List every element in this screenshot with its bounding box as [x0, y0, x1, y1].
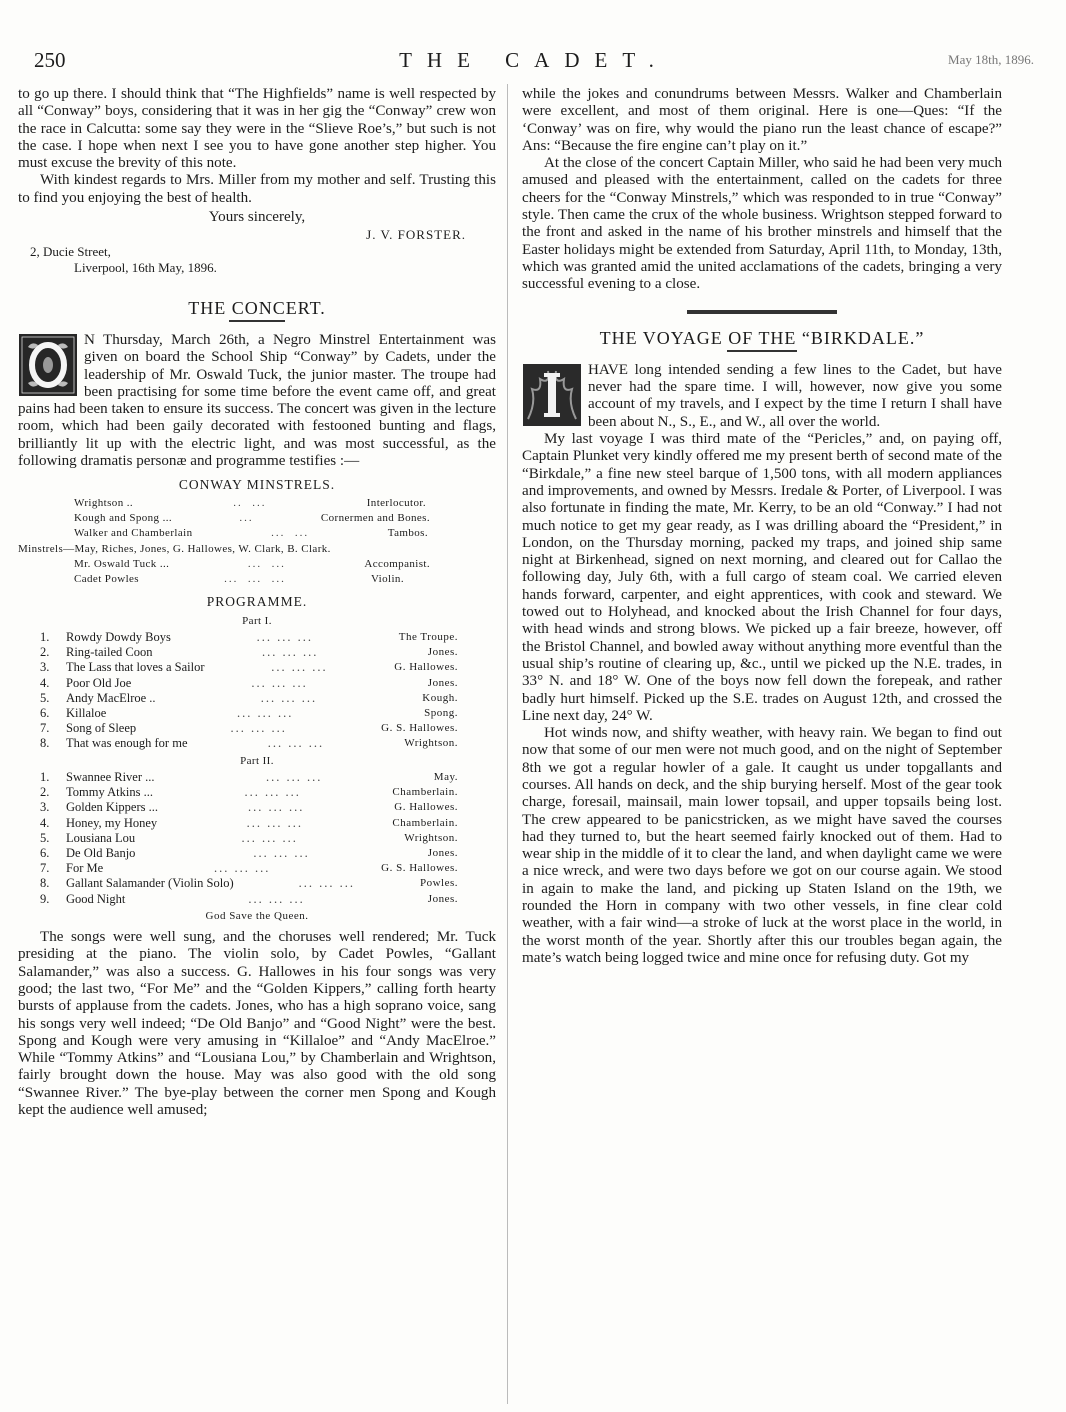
letter-paragraph: With kindest regards to Mrs. Miller from my mother and self. Trusting this to find you enjoying the best of health. [18, 172, 496, 206]
cast-row: Kough and Spong ... ... Cornermen and Bones. [74, 511, 430, 524]
voyage-intro [522, 362, 1002, 431]
song-title: For Me [66, 861, 104, 876]
performer-name: G. S. Hallowes. [381, 862, 458, 875]
leader-dots: ... ... ... [244, 785, 301, 800]
ornamental-dropcap-o [18, 333, 78, 397]
item-number: 7. [40, 861, 50, 876]
song-title: Honey, my Honey [66, 815, 158, 830]
performer-name: Kough. [422, 691, 458, 704]
song-title: That was enough for me [66, 736, 188, 751]
performer-name: Jones. [427, 846, 458, 859]
performer-name: G. Hallowes. [394, 801, 458, 814]
section-divider [687, 310, 837, 314]
leader-dots: ... ... ... [237, 706, 294, 721]
programme-row [40, 831, 458, 846]
voyage-paragraph: Hot winds now, and shifty weather, with heavy rain. We began to find out now that some of our men were not much good, and on the night of September 8th we got a regular howler of a gale. It caught us under topgallants and courses. All hands on deck, and the ship burying herself. Most of the gear took charge, foresail, mainsail, main lower topsail, and upper topsails being lost. The crew appeared to be panicstricken, as we might have saved the courses had they turned to, but the heart seemed fairly knocked out of them. Had to wear ship in the middle of it to clear the land, and when daylight came we were a nice wreck, and were two days before we got on our course again. We stood in again to make the land, and picking up Staten Island on the 19th, we rounded the Horn in company with two other vessels, in fine clear cold weather, with a fair wind—a stroke of luck at the worst place in the world, in the worst month of the year. Shortly after this our troubles began again, the mate’s watch being logged twice and mine once for refusing duty. Got my [522, 725, 1002, 966]
performer-name: Wrightson. [404, 737, 458, 750]
performer-name: G. Hallowes. [394, 661, 458, 674]
concert-intro-text: N Thursday, March 26th, a Negro Minstrel Entertainment was given on board the School Ship “Conway” by Cadets, under the leadership of Mr. Oswald Tuck, the junior master. The troupe had been practising for some time before the event came off, and great pains had been taken to ensure its success. The concert was given in the lecture room, which had been gaily decorated with festooned bunting and flags, brilliantly lit up with the electric light, and was most successful, as the following dramatis personæ and programme testifies :— [18, 331, 496, 470]
minstrels-heading: CONWAY MINSTRELS. [178, 477, 336, 493]
programme-row [40, 721, 458, 736]
performer-name: The Troupe. [398, 631, 458, 644]
item-number: 8. [40, 876, 50, 891]
cast-row: Cadet Powles ... ... ... Violin. [74, 573, 404, 586]
publication-title: THE CADET. [399, 48, 669, 72]
part-label: Part II. [240, 754, 274, 767]
song-title: Good Night [66, 891, 126, 906]
title-underline [727, 350, 797, 352]
address-line: Liverpool, 16th May, 1896. [74, 259, 217, 275]
programme-part-1 [40, 630, 458, 752]
programme-row [40, 846, 458, 861]
item-number: 4. [40, 675, 50, 690]
leader-dots: ... ... ... [248, 891, 305, 906]
leader-dots: ... ... ... [247, 800, 305, 815]
programme-row [40, 736, 458, 751]
leader-dots: ... ... ... [241, 830, 298, 845]
performer-name: G. S. Hallowes. [381, 722, 458, 735]
title-underline [229, 320, 285, 322]
item-number: 4. [40, 815, 50, 830]
voyage-paragraph: My last voyage I was third mate of the “Pericles,” and, on paying off, Captain Plunket very kindly offered me my present berth of second mate of the “Birkdale,” a fine new steel barque of 1,500 tons, with all modern appliances and improvements, and owned by Messrs. Iredale & Porter, of Liverpool. I was also fortunate in finding the mate, Mr. Kerry, to be an old “Conway.” I had not much notice to get my gear ready, as I was drilling aboard the “President,” in London, on the Thursday morning, packed my traps, and joined ship same night at Birkenhead, signed on next morning, and cleared out for Callao the following day, July 6th, with a full cargo of steam coal. We carried eleven hands forward, carpenter, and eight apprentices, with cook and steward. We towed out to Holyhead, and knocked about the Irish Channel for four days, with head winds and strong blows. We picked up a fair breeze, however, off the Bristol Channel, and bowled away without anything more eventful than the usual ship’s routine of clearing up, &c., until we picked up the N.E. trades, in 33° N. and 18° W. One of the boys now fell down the forepeak, and rather badly hurt himself. Picked up the S.E. trades on August 12th, and crossed the Line next day, 24° W. [522, 431, 1002, 724]
leader-dots: ... ... ... [271, 660, 328, 675]
concert-review: The songs were well sung, and the choruses well rendered; Mr. Tuck presiding at the piano. The violin solo, by Cadet Powles, “Gallant Salamander,” was also a success. G. Hallowes in his four songs was very good; the last two, “For Me” and the “Golden Kippers,” calling forth hearty bursts of applause from the cadets. Jones, who has a high soprano voice, sang his songs very well indeed; “De Old Banjo” and “Good Night” were the best. Spong and Kough were very amusing in “Killaloe” and “Andy MacElroe.” While “Tommy Atkins” and “Lousiana Lou,” by Chamberlain and Wrightson, fairly brought down the house. May was also good with the old song “Swannee River.” The bye-play between the corner men Spong and Kough kept the audience well amused; [18, 929, 496, 1119]
page-number: 250 [34, 48, 66, 72]
left-column [18, 86, 496, 1119]
item-number: 8. [40, 736, 50, 751]
programme-row [40, 785, 458, 800]
programme-row [40, 706, 458, 721]
performer-name: Chamberlain. [392, 816, 458, 829]
letter-closing: Yours sincerely, [208, 209, 306, 226]
song-title: Swannee River ... [66, 769, 155, 784]
song-title: Poor Old Joe [66, 675, 132, 690]
leader-dots: ... ... ... [260, 690, 318, 705]
programme-row [40, 691, 458, 706]
item-number: 7. [40, 721, 50, 736]
performer-name: Wrightson. [404, 831, 458, 844]
programme-heading: PROGRAMME. [206, 594, 308, 610]
cast-row: Wrightson .. .. ... Interlocutor. [74, 496, 426, 509]
item-number: 6. [40, 845, 50, 860]
programme-row [40, 892, 458, 907]
letter-address [30, 244, 496, 276]
cast-row: Walker and Chamberlain ... ... Tambos. [74, 527, 428, 540]
concert-intro [18, 332, 496, 470]
programme-row [40, 861, 458, 876]
programme-part-2 [40, 770, 458, 907]
right-column [522, 86, 1002, 967]
song-title: Song of Sleep [66, 721, 137, 736]
item-number: 1. [40, 769, 50, 784]
leader-dots: ... ... ... [261, 645, 319, 660]
leader-dots: ... ... ... [253, 845, 310, 860]
leader-dots: ... ... ... [246, 815, 303, 830]
cast-row: Mr. Oswald Tuck ... ... ... Accompanist. [74, 557, 430, 570]
song-title: Tommy Atkins ... [66, 785, 153, 800]
item-number: 5. [40, 690, 50, 705]
letter-signature: J. V. FORSTER. [366, 227, 466, 243]
song-title: Lousiana Lou [66, 830, 136, 845]
programme-row [40, 676, 458, 691]
leader-dots: ... ... ... [251, 675, 308, 690]
address-line: 2, Ducie Street, [30, 243, 111, 259]
cast-row: Minstrels—May, Riches, Jones, G. Hallowes, W. Clark, B. Clark. [18, 542, 331, 555]
song-title: Rowdy Dowdy Boys [66, 630, 171, 645]
concert-title: THE CONCERT. [188, 297, 326, 318]
performer-name: Jones. [427, 676, 458, 689]
leader-dots: ... ... ... [213, 861, 271, 876]
item-number: 1. [40, 630, 50, 645]
concert-continued: while the jokes and conundrums between Messrs. Walker and Chamberlain were excellent, and most of them original. Here is one—Ques: “If the ‘Conway’ was on fire, why would the piano run the least chance of escape?” Ans: “Because the fire engine can’t play on it.” [522, 86, 1002, 154]
performer-name: Jones. [427, 892, 458, 905]
item-number: 3. [40, 660, 50, 675]
song-title: Gallant Salamander (Violin Solo) [66, 876, 234, 891]
item-number: 2. [40, 785, 50, 800]
programme-row [40, 770, 458, 785]
performer-name: Spong. [424, 707, 458, 720]
programme-row [40, 876, 458, 891]
song-title: De Old Banjo [66, 845, 136, 860]
voyage-title: THE VOYAGE OF THE “BIRKDALE.” [599, 327, 925, 348]
programme-row [40, 645, 458, 660]
programme-row [40, 630, 458, 645]
song-title: The Lass that loves a Sailor [66, 660, 205, 675]
god-save-the-queen: God Save the Queen. [205, 909, 309, 922]
leader-dots: ... ... ... [265, 769, 323, 784]
song-title: Killaloe [66, 706, 107, 721]
leader-dots: ... ... ... [267, 736, 325, 751]
song-title: Andy MacElroe .. [66, 690, 156, 705]
cast-list [18, 496, 496, 588]
voyage-intro-text: HAVE long intended sending a few lines to the Cadet, but have never had the spare time. I will, however, now give you some account of my travels, and I expect by the time I return I shall have been about N., S., E., and W., all over the world. [588, 361, 1002, 430]
leader-dots: ... ... ... [230, 721, 287, 736]
song-title: Ring-tailed Coon [66, 645, 153, 660]
part-label: Part I. [242, 614, 272, 627]
performer-name: May. [433, 770, 458, 783]
programme-row [40, 800, 458, 815]
page-header [34, 48, 1034, 74]
item-number: 2. [40, 645, 50, 660]
performer-name: Powles. [419, 877, 458, 890]
concert-closing: At the close of the concert Captain Miller, who said he had been very much amused and pleased with the entertainment, called on the cadets for three cheers for the “Conway Minstrels,” which was responded to in true “Conway” style. Then came the crux of the whole business. Wrightson stepped forward to the front and asked in the name of his brother minstrels and himself that the Easter holidays might be extended from Saturday, April 11th, to Monday, 13th, which was granted amid the united acclamations of the cadets, bringing a very successful evening to a close. [522, 155, 1002, 293]
performer-name: Chamberlain. [392, 786, 458, 799]
leader-dots: ... ... ... [298, 876, 355, 891]
item-number: 9. [40, 891, 50, 906]
item-number: 6. [40, 706, 50, 721]
performer-name: Jones. [427, 646, 458, 659]
letter-paragraph: to go up there. I should think that “The Highfields” name is well respected by all “Conway” boys, considering that it was in her gig the “Conway” crew won the race in Calcutta: some say they were in the “Slieve Roe’s,” but such is not the case. I hope when next I see you to have gone another step higher. You must excuse the brevity of this note. [18, 86, 496, 172]
column-divider [507, 84, 508, 1404]
item-number: 5. [40, 830, 50, 845]
programme-row [40, 660, 458, 675]
programme-row [40, 816, 458, 831]
issue-date: May 18th, 1896. [948, 52, 1034, 67]
item-number: 3. [40, 800, 50, 815]
ornamental-dropcap-i [522, 363, 582, 427]
song-title: Golden Kippers ... [66, 800, 158, 815]
leader-dots: ... ... ... [256, 630, 313, 645]
